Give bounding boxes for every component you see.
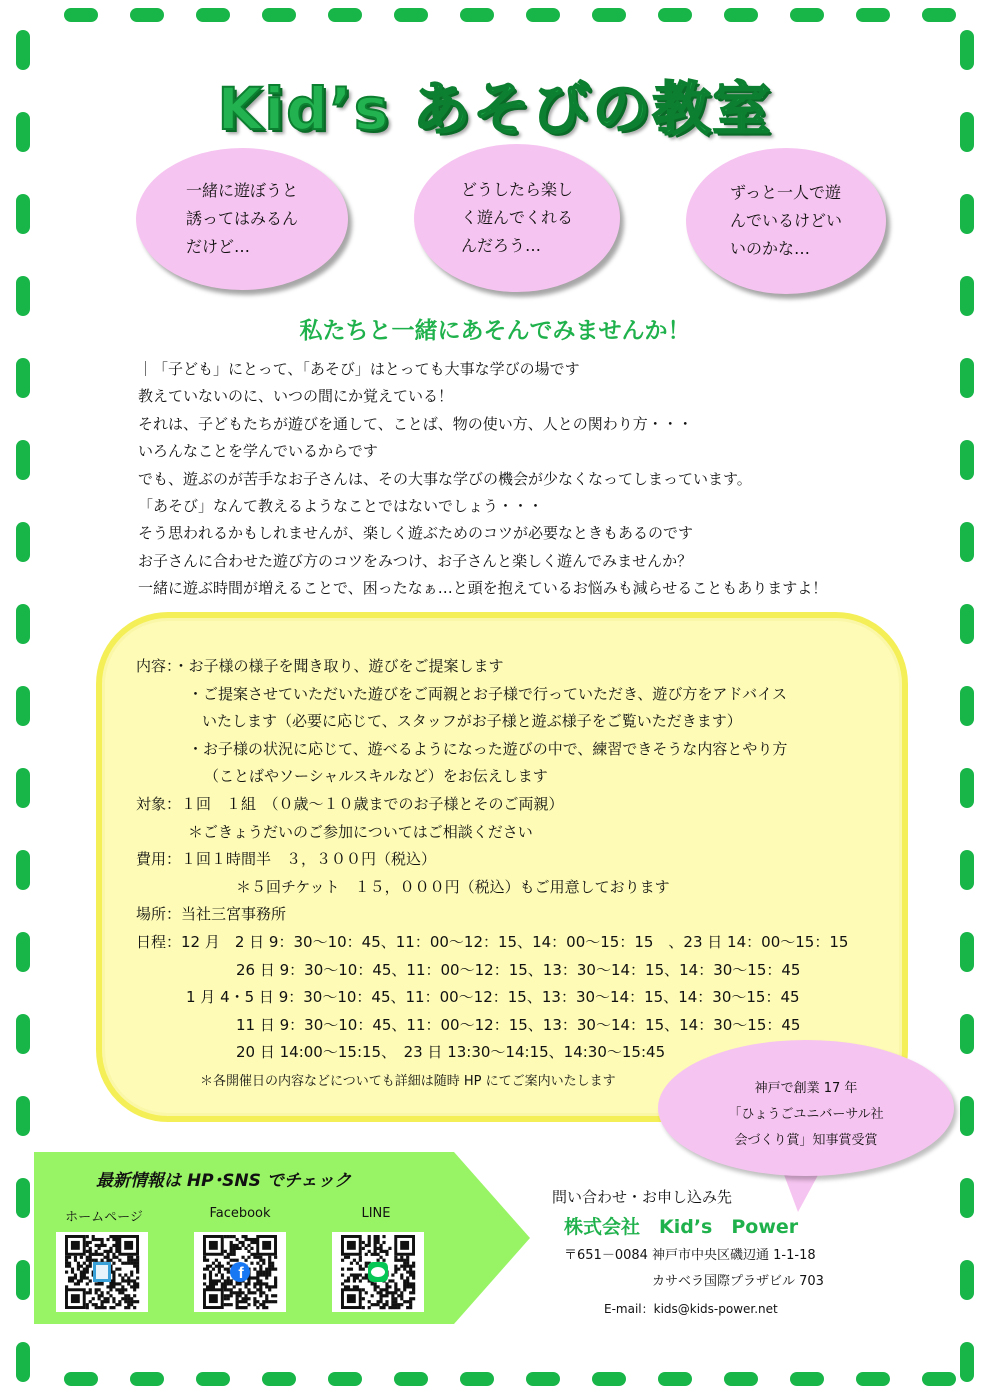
schedule-note: ＊各開催日の内容などについても詳細は随時 HP にてご案内いたします bbox=[200, 1074, 616, 1089]
detail-line: 費用：１回１時間半 ３，３００円（税込） bbox=[136, 850, 437, 869]
border-dash bbox=[16, 522, 30, 562]
border-dash bbox=[960, 194, 974, 234]
border-dash bbox=[16, 1014, 30, 1054]
border-dash bbox=[856, 8, 890, 22]
border-dash bbox=[790, 1372, 824, 1386]
border-dash bbox=[16, 276, 30, 316]
border-dash bbox=[16, 768, 30, 808]
border-dash bbox=[328, 1372, 362, 1386]
detail-line: 11 日 9：30～10：45、11：00～12：15、13：30～14：15、14：30～15：45 bbox=[236, 1015, 801, 1034]
intro-line: 「あそび」なんて教えるようなことではないでしょう・・・ bbox=[138, 496, 544, 515]
border-dash bbox=[460, 1372, 494, 1386]
detail-line: （ことばやソーシャルスキルなど）をお伝えします bbox=[204, 767, 548, 786]
border-dash bbox=[130, 1372, 164, 1386]
border-dash bbox=[16, 440, 30, 480]
border-dash bbox=[16, 686, 30, 726]
border-dash bbox=[960, 276, 974, 316]
detail-line: 1 月 4・5 日 9：30～10：45、11：00～12：15、13：30～14：15、14：30～15：45 bbox=[186, 988, 800, 1007]
intro-line: 一緒に遊ぶ時間が増えることで、困ったなぁ…と頭を抱えているお悩みも減らせることもありますよ！ bbox=[138, 579, 828, 598]
detail-line: ＊５回チケット １５，０００円（税込）もご用意しております bbox=[236, 877, 670, 896]
intro-line: でも、遊ぶのが苦手なお子さんは、その大事な学びの機会が少なくなってしまっています。 bbox=[138, 469, 752, 488]
border-dash bbox=[328, 8, 362, 22]
contact-heading: 問い合わせ・お申し込み先 bbox=[552, 1188, 733, 1206]
border-dash bbox=[460, 8, 494, 22]
detail-line: 日程：12 月 2 日 9：30～10：45、11：00～12：15、14：00～15：15 、23 日 14：00～15：15 bbox=[136, 933, 849, 951]
border-dash bbox=[196, 8, 230, 22]
facebook-qr-code[interactable] bbox=[194, 1232, 286, 1312]
detail-line: 対象：１回 １組 （０歳～１０歳までのお子様とそのご両親） bbox=[136, 795, 564, 813]
detail-line: 場所：当社三宮事務所 bbox=[136, 905, 287, 924]
border-dash bbox=[960, 1096, 974, 1136]
border-dash bbox=[16, 1342, 30, 1382]
border-dash bbox=[960, 604, 974, 644]
border-dash bbox=[16, 850, 30, 890]
email-address[interactable]: E-mail：kids@kids-power.net bbox=[604, 1302, 778, 1316]
border-dash bbox=[16, 1178, 30, 1218]
thought-bubble-1 bbox=[136, 148, 348, 290]
border-dash bbox=[130, 8, 164, 22]
border-dash bbox=[960, 1014, 974, 1054]
award-line: 会づくり賞」知事賞受賞 bbox=[734, 1133, 878, 1148]
thought-bubble-text: 一緒に遊ぼうと 誘ってはみるん だけど… bbox=[185, 181, 298, 256]
award-line: 「ひょうごユニバーサル社 bbox=[728, 1107, 884, 1122]
intro-line: いろんなことを学んでいるからです bbox=[138, 442, 378, 461]
line-label: LINE bbox=[361, 1206, 391, 1221]
address-line-2: カサベラ国際プラザビル 703 bbox=[652, 1274, 824, 1289]
intro-line: ｜「子ども」にとって、「あそび」はとっても大事な学びの場です bbox=[138, 360, 580, 378]
address-line-1: 〒651－0084 神戸市中央区磯辺通 1-1-18 bbox=[564, 1248, 816, 1263]
border-dash bbox=[960, 686, 974, 726]
facebook-label: Facebook bbox=[209, 1206, 271, 1221]
intro-paragraph bbox=[138, 356, 938, 603]
border-dash bbox=[658, 8, 692, 22]
border-dash bbox=[960, 358, 974, 398]
border-dash bbox=[724, 8, 758, 22]
border-dash bbox=[394, 8, 428, 22]
border-dash bbox=[394, 1372, 428, 1386]
border-dash bbox=[790, 8, 824, 22]
intro-line: そう思われるかもしれませんが、楽しく遊ぶためのコツが必要なときもあるのです bbox=[138, 524, 694, 543]
thought-bubble-3 bbox=[686, 148, 886, 294]
thought-bubble-2 bbox=[414, 144, 620, 292]
invitation-heading: 私たちと一緒にあそんでみませんか！ bbox=[299, 318, 691, 344]
border-dash bbox=[16, 604, 30, 644]
page-title: Kid’s あそびの教室 bbox=[217, 75, 773, 143]
award-text bbox=[658, 1076, 954, 1154]
detail-line: 26 日 9：30～10：45、11：00～12：15、13：30～14：15、14：30～15：45 bbox=[236, 960, 801, 979]
border-dash bbox=[960, 850, 974, 890]
detail-line: 20 日 14:00～15:15、 23 日 13:30～14:15、14:30～15:45 bbox=[236, 1043, 666, 1062]
border-dash bbox=[16, 358, 30, 398]
award-line: 神戸で創業 17 年 bbox=[754, 1081, 858, 1096]
homepage-qr-code[interactable] bbox=[56, 1232, 148, 1312]
border-dash bbox=[16, 194, 30, 234]
company-name: 株式会社 Kid’s Power bbox=[564, 1216, 799, 1238]
svg-text:f: f bbox=[238, 1265, 244, 1282]
border-dash bbox=[960, 932, 974, 972]
border-dash bbox=[856, 1372, 890, 1386]
detail-line: いたします（必要に応じて、スタッフがお子様と遊ぶ様子をご覧いただきます） bbox=[202, 712, 742, 731]
border-dash bbox=[724, 1372, 758, 1386]
border-dash bbox=[16, 1260, 30, 1300]
line-qr-code[interactable] bbox=[332, 1232, 424, 1312]
intro-line: それは、子どもたちが遊びを通して、ことば、物の使い方、人との関わり方・・・ bbox=[138, 414, 693, 433]
border-dash bbox=[196, 1372, 230, 1386]
border-dash bbox=[960, 440, 974, 480]
thought-bubble-text: ずっと一人で遊 んでいるけどい いのかな… bbox=[729, 183, 842, 258]
border-dash bbox=[262, 1372, 296, 1386]
border-dash bbox=[526, 1372, 560, 1386]
border-dash bbox=[960, 1178, 974, 1218]
homepage-label: ホームページ bbox=[65, 1210, 143, 1225]
border-dash bbox=[64, 1372, 98, 1386]
border-dash bbox=[922, 1372, 956, 1386]
detail-line: ＊ごきょうだいのご参加についてはご相談ください bbox=[188, 822, 533, 841]
thought-bubble-text: どうしたら楽し く遊んでくれる んだろう… bbox=[460, 180, 573, 255]
border-dash bbox=[526, 8, 560, 22]
border-dash bbox=[592, 1372, 626, 1386]
border-dash bbox=[64, 8, 98, 22]
border-dash bbox=[960, 1342, 974, 1382]
border-dash bbox=[960, 1260, 974, 1300]
border-dash bbox=[658, 1372, 692, 1386]
detail-line: ・ご提案させていただいた遊びをご両親とお子様で行っていただき、遊び方をアドバイス bbox=[188, 684, 787, 703]
detail-line: 内容：・お子様の様子を聞き取り、遊びをご提案します bbox=[136, 657, 504, 675]
intro-line: お子さんに合わせた遊び方のコツをみつけ、お子さんと楽しく遊んでみませんか？ bbox=[138, 551, 693, 570]
border-dash bbox=[16, 932, 30, 972]
border-dash bbox=[262, 8, 296, 22]
border-dash bbox=[16, 1096, 30, 1136]
border-dash bbox=[592, 8, 626, 22]
detail-line: ・お子様の状況に応じて、遊べるようになった遊びの中で、練習できそうな内容とやり方 bbox=[188, 739, 788, 758]
sns-banner-title: 最新情報は HP･SNS でチェック bbox=[96, 1171, 352, 1191]
intro-line: 教えていないのに、いつの間にか覚えている！ bbox=[138, 387, 454, 406]
border-dash bbox=[922, 8, 956, 22]
border-dash bbox=[960, 522, 974, 562]
border-dash bbox=[960, 768, 974, 808]
